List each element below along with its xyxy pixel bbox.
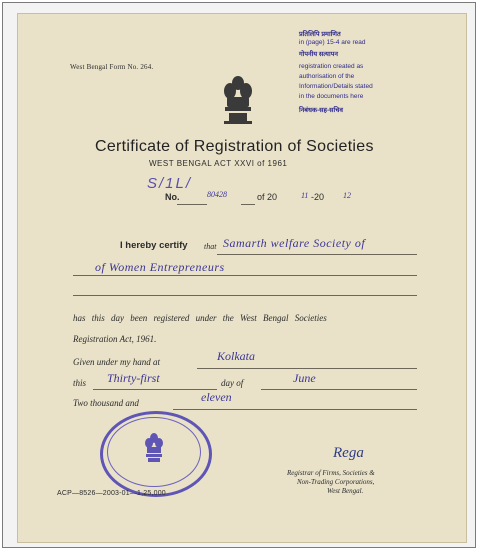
- stamp-line: निबंधक-सह-सचिव: [299, 107, 343, 114]
- number-label: No.: [165, 192, 180, 202]
- name-underline: [217, 254, 417, 255]
- year-start: 11: [301, 191, 309, 200]
- certificate-title: Certificate of Registration of Societies: [95, 138, 374, 155]
- stamp-line: in (page) 15-4 are read: [299, 39, 366, 46]
- number-underline: [241, 204, 255, 205]
- registrar-signature: Rega: [333, 445, 364, 461]
- registrar-title-line2: Non-Trading Corporations,: [297, 478, 375, 486]
- year-value: eleven: [201, 390, 232, 404]
- given-label: Given under my hand at: [73, 357, 160, 367]
- blank-line: [73, 295, 417, 296]
- given-underline: [197, 368, 417, 369]
- society-name-line2: of Women Entrepreneurs: [95, 260, 225, 274]
- registration-number: 80428: [207, 190, 227, 199]
- national-emblem-icon: [221, 71, 255, 127]
- stamp-line: प्रतिलिपि प्रमाणित: [299, 31, 341, 38]
- year-end: 12: [343, 191, 351, 200]
- certificate-paper: [17, 13, 467, 543]
- this-label: this: [73, 378, 87, 388]
- day-of-label: day of: [221, 378, 244, 388]
- registration-code: S/1L/: [147, 175, 193, 192]
- seal-emblem-icon: [143, 431, 165, 465]
- printer-code: ACP—8526—2003-01—1,25,000: [57, 490, 166, 497]
- stamp-line: registration created as: [299, 63, 364, 70]
- day-underline: [93, 389, 217, 390]
- form-number: West Bengal Form No. 264.: [70, 63, 154, 71]
- stamp-line: in the documents here: [299, 93, 364, 100]
- given-place: Kolkata: [217, 349, 255, 363]
- month-underline: [261, 389, 417, 390]
- stamp-line: Information/Details stated: [299, 83, 373, 90]
- month-value: June: [293, 371, 316, 385]
- document-frame: [2, 2, 476, 548]
- number-underline: [177, 204, 207, 205]
- stamp-line: authorisation of the: [299, 73, 355, 80]
- registrar-title-line3: West Bengal.: [327, 487, 364, 495]
- certify-label: I hereby certify: [120, 240, 188, 251]
- year-separator: -20: [311, 192, 325, 202]
- year-label: of 20: [257, 192, 278, 202]
- year-underline: [173, 409, 417, 410]
- registrar-title-line1: Registrar of Firms, Societies &: [287, 469, 375, 477]
- certify-suffix: that: [204, 242, 217, 251]
- act-name: WEST BENGAL ACT XXVI of 1961: [149, 159, 288, 168]
- body-line1: has this day been registered under the West Bengal Societies: [73, 313, 327, 323]
- day-value: Thirty-first: [107, 371, 160, 385]
- body-line2: Registration Act, 1961.: [73, 334, 157, 344]
- name-underline: [73, 275, 417, 276]
- two-thousand-label: Two thousand and: [73, 398, 139, 408]
- verification-stamp: [299, 27, 429, 119]
- society-name-line1: Samarth welfare Society of: [223, 236, 366, 250]
- stamp-line: गोपनीय सत्यापन: [299, 51, 338, 58]
